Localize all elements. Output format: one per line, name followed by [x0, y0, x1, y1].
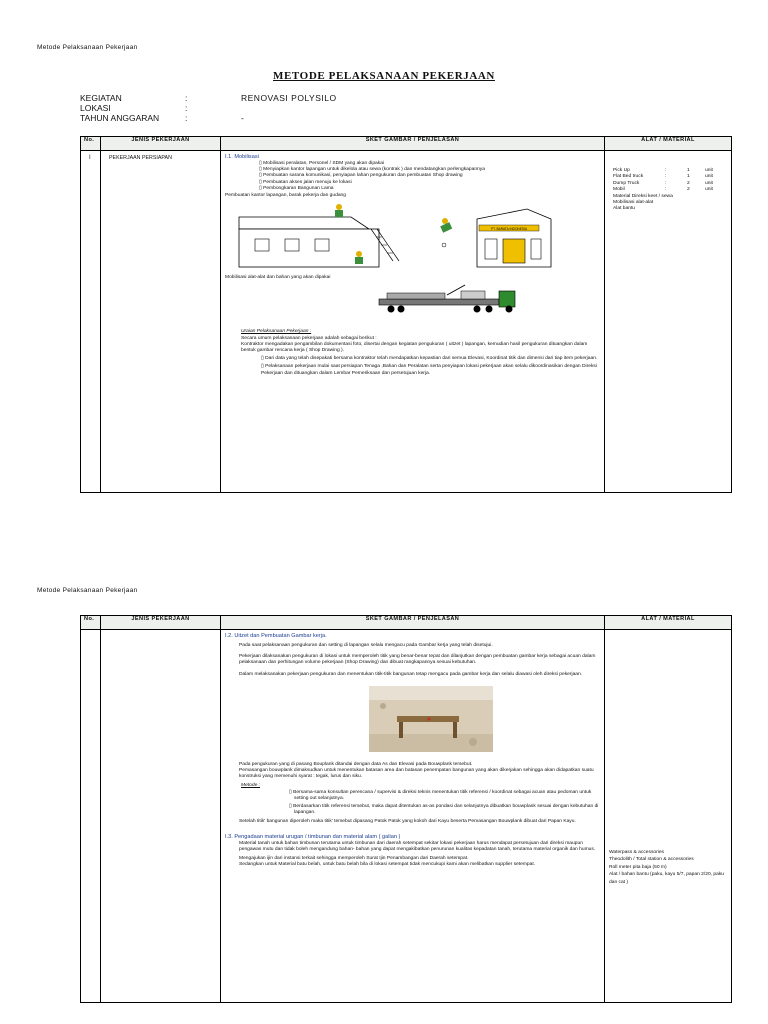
tool-extra: Material Direksi keet / sewa — [613, 193, 673, 199]
tool-item: Waterpass & accessories — [609, 850, 664, 855]
uraian-bullet: ▯ Dari data yang telah disepakati bersama kontraktor telah mendapatkan kepastian dari semua Elevasi, Koordinat titik dan dimensi dari tiap item pekerjaan. — [261, 356, 598, 362]
col-header-no: No. — [81, 137, 101, 151]
warehouse-building — [477, 209, 551, 267]
info-row-lokasi — [80, 103, 337, 113]
tool-unit: unit — [705, 180, 713, 186]
paragraph: Material tanah untuk bahan timbunan terutama untuk timbunan dari daerah setempat sekitar lokasi pekerjaan harus mendapat persetujuan dari direksi maupun pengawas mutu dan tidak boleh mengandung bahan- bahan yang dapat mengakibatkan penurunan kualitas kepadatan tanah, terutama material organik dan humus. — [239, 840, 596, 852]
info-value: RENOVASI POLYSILO — [241, 93, 337, 103]
info-row-kegiatan — [80, 93, 337, 103]
bullet-text: Menyiapkan kantor lapangan untuk dikelola atau sewa (kontrak ) dan mendatangkan perlengkapannya — [263, 167, 485, 173]
bullet-item: ▯ Pembuatan sarana komunikasi, penyiapan lahan pengukuran dan pembuatan Shop drawing — [259, 173, 463, 179]
col-header-no: No. — [81, 616, 101, 630]
paragraph: Sedangkan untuk Material batu belah, untuk batu belah bila di lokasi setempat tidak mencukupi kami akan melibatkan supplier setempat. — [239, 862, 536, 868]
col-header-alat: ALAT / MATERIAL — [605, 616, 732, 630]
col-header-jenis: JENIS PEKERJAAN — [101, 616, 221, 630]
info-colon: : — [185, 103, 188, 113]
info-colon: : — [185, 113, 188, 123]
bouwplank-image — [369, 686, 493, 752]
col-header-alat: ALAT / MATERIAL — [605, 137, 732, 151]
tool-qty: 1 — [687, 174, 690, 180]
document-title: METODE PELAKSANAAN PEKERJAAN — [273, 70, 495, 82]
tool-colon: : — [665, 187, 667, 193]
info-key: KEGIATAN — [80, 93, 122, 103]
tool-list — [605, 630, 731, 886]
bouwplank-photo — [221, 682, 605, 756]
tool-item: Alat / bahan bantu (paku, kayu 5/7, papan 2/20, paku dan cat ) — [609, 872, 725, 885]
info-key: LOKASI — [80, 103, 111, 113]
row-number: I — [89, 155, 91, 161]
row-sket — [221, 151, 605, 493]
paragraph: Setelah titik' bangunan diperoleh maka titik' tersebut dipasang Patok Patok yang kokoh dari Kayu beserta Pemasangan Bouwplank dibuat dari Papan Kayu. — [239, 819, 576, 825]
bullet-item: ▯ Mobilisasi peralatan, Personel / SDM yang akan dipakai — [259, 161, 385, 166]
info-colon: : — [185, 93, 188, 103]
table-bottom-line — [80, 1002, 731, 1003]
bullet-text: Pembuatan sarana komunikasi, penyiapan lahan pengukuran dan pembuatan Shop drawing — [263, 173, 463, 179]
paragraph: Pekerjaan dilaksanakan pengukuran di lokasi untuk memperoleh titik yang benar-benar tepat dan dilanjutkan dengan pembuatan gambar kerja sebagai acuan dalam pelaksanaan dan perhitungan volume pekerjaan (Shop Drawing) dan dibuat rangkapannya sesuai kebutuhan. — [239, 654, 596, 666]
tool-colon: : — [665, 174, 667, 180]
tool-name: Dump Truck — [613, 180, 640, 186]
bullet-item: ▯ Pembongkaran Bangunan Lama — [259, 185, 334, 191]
row-no — [81, 630, 101, 1003]
office-building — [239, 217, 399, 267]
row-alat — [605, 630, 732, 1003]
tool-name: Mobil — [613, 187, 625, 193]
tool-qty: 1 — [687, 168, 690, 173]
tool-qty: 2 — [687, 187, 690, 193]
metode-text: Bersama-sama konsultan perencana / supervisi & direksi teknis menentukan titik referensi / koordinat sebagai acuan atau pedoman untuk setting out selanjutnya. — [293, 789, 592, 801]
col-header-sket: SKET GAMBAR / PENJELASAN — [221, 137, 605, 151]
tool-unit: unit — [705, 174, 713, 180]
metode-text: Berdasarkan titik referensi tersebut, maka dapat ditentukan as-as pondasi dan selanjutnya dibuatkan bouwplank sesuai dengan kebutuhan di lapangan. — [293, 804, 599, 816]
caption-kantor: Pembuatan kantor lapangan, barak pekerja dan gudang — [225, 193, 346, 199]
row-no — [81, 151, 101, 493]
tool-name: Flat Bed truck — [613, 174, 644, 180]
uraian-bullet-text: Pelaksanaan pekerjaan mulai saat persiapan Tenaga ,Bahan dan Peralatan serta penyiapan lokasi pekerjaan akan selalu dikoordinasikan dengan Direksi Pekerjaan dan dituangkan dalam Lembar Pemeriksaan dan persetujuan kerja. — [261, 364, 597, 376]
row-jenis — [101, 630, 221, 1003]
bullet-text: Mobilisasi peralatan, Personel / SDM yang akan dipakai — [263, 161, 385, 166]
paragraph: Pemasangan bouwplank dimaksudkan untuk menentukan batasan area dan batasan penempatan bangunan yang akan dikerjakan sehingga akan didapatkan suatu konstruksi yang memenuhi syarat : tegak, lurus dan siku. — [239, 768, 594, 780]
info-value: - — [241, 113, 244, 123]
info-key: TAHUN ANGGARAN — [80, 113, 160, 123]
metode-label: Metode : — [241, 783, 261, 789]
flatbed-truck-illustration — [221, 281, 605, 321]
row-jenis — [101, 151, 221, 493]
running-header: Metode Pelaksanaan Pekerjaan — [37, 44, 138, 51]
project-info — [80, 93, 337, 123]
uraian-paragraph: Secara umum pelaksanaan pekerjaan adalah sebagai berikut : — [241, 335, 377, 341]
row-sket — [221, 630, 605, 1003]
uraian-paragraph: Kontraktor mengadakan pengambilan dokumentasi foto, disertai dengan kegiatan pengukuran ( uitzet ) lapangan, kemudian hasil pengukuran dituangkan dalam bentuk gambar rencana kerja ( Shop Drawing ). — [241, 341, 588, 354]
sign-text: PT. BARATA INDONESIA — [490, 227, 528, 232]
uraian-bullet-text: Dari data yang telah disepakati bersama kontraktor telah mendapatkan kepastian dari semua Elevasi, Koordinat titik dan dimensi dari tiap item pekerjaan. — [265, 356, 598, 362]
bullet-item: ▯ Pembuatan akses jalan menuju ke lokasi — [259, 179, 352, 185]
paragraph: Pada saat pelaksanaan pengukuran dan setting di lapangan selalu mengacu pada Gambar kerja yang telah disetujui. — [239, 643, 493, 648]
bullet-item: ▯ Menyiapkan kantor lapangan untuk dikelola atau sewa (kontrak ) dan mendatangkan perlengkapannya — [259, 167, 485, 173]
paragraph: Dalam melaksanakan pekerjaan pengukuran dan menentukan titik-titik bangunan tetap mengacu pada gambar kerja dan selalu diawasi oleh direksi pekerjaan. — [239, 671, 583, 677]
tool-qty: 2 — [687, 180, 690, 186]
caption-mobilisasi-alat: Mobilisasi alat-alat dan bahan yang akan dipakai — [225, 275, 331, 281]
tool-colon: : — [665, 168, 667, 173]
info-row-tahun — [80, 113, 337, 123]
uraian-bullet: ▯ Pelaksanaan pekerjaan mulai saat persiapan Tenaga ,Bahan dan Peralatan serta penyiapan lokasi pekerjaan akan selalu dikoordinasikan dengan Direksi Pekerjaan dan dituangkan dalam Lembar Pemeriksaan dan persetujuan kerja. — [261, 364, 597, 376]
work-method-table-1 — [80, 136, 732, 493]
section-title-uitzet: I.2. Uitzet dan Pembuatan Gambar kerja. — [225, 633, 327, 639]
tool-colon: : — [665, 180, 667, 186]
tool-name: Pick Up — [613, 168, 630, 173]
tool-unit: unit — [705, 168, 713, 173]
row-alat — [605, 151, 732, 493]
paragraph: Mengajukan ijin dari instansi terkait sehingga memperoleh Surat Ijin Penambangan dari Daerah setempat. — [239, 856, 469, 862]
metode-item: ▯ Berdasarkan titik referensi tersebut, maka dapat ditentukan as-as pondasi dan selanjutnya dibuatkan bouwplank sesuai dengan kebutuhan di lapangan. — [289, 804, 599, 816]
uraian-title: Uraian Pelaksanaan Pekerjaan : — [241, 329, 312, 335]
col-header-jenis: JENIS PEKERJAAN — [101, 137, 221, 151]
section-title-mobilisasi: I.1. Mobilisasi — [225, 154, 259, 160]
running-header: Metode Pelaksanaan Pekerjaan — [37, 587, 138, 594]
tool-extra: Alat bantu — [613, 206, 636, 212]
work-method-table-2 — [80, 615, 732, 1003]
col-header-sket: SKET GAMBAR / PENJELASAN — [221, 616, 605, 630]
bullet-text: Pembongkaran Bangunan Lama — [263, 185, 334, 191]
work-type-label: PEKERJAAN PERSIAPAN — [109, 155, 172, 161]
truck-icon — [379, 285, 515, 313]
metode-item: ▯ Bersama-sama konsultan perencana / supervisi & direksi teknis menentukan titik referensi / koordinat sebagai acuan atau pedoman untuk setting out selanjutnya. — [289, 789, 592, 801]
section-title-pengadaan: I.3. Pengadaan material urugan / timbunan dan material alam ( galian ) — [225, 833, 401, 840]
paragraph: Pada pengukuran yang di pasang Bouplank ditandai dengan data As dan Elevasi pada Bouwplank tersebut. — [239, 761, 473, 767]
bullet-text: Pembuatan akses jalan menuju ke lokasi — [263, 179, 352, 185]
site-office-illustration — [221, 199, 605, 269]
tool-list — [605, 151, 731, 213]
tool-unit: unit — [705, 187, 713, 193]
tool-item: Roll meter pita baja (50 m) — [609, 864, 667, 870]
tool-extra: Mobilisasi alat-alat — [613, 200, 654, 206]
tool-item: Theodolith / Total station & accessories — [609, 857, 694, 863]
